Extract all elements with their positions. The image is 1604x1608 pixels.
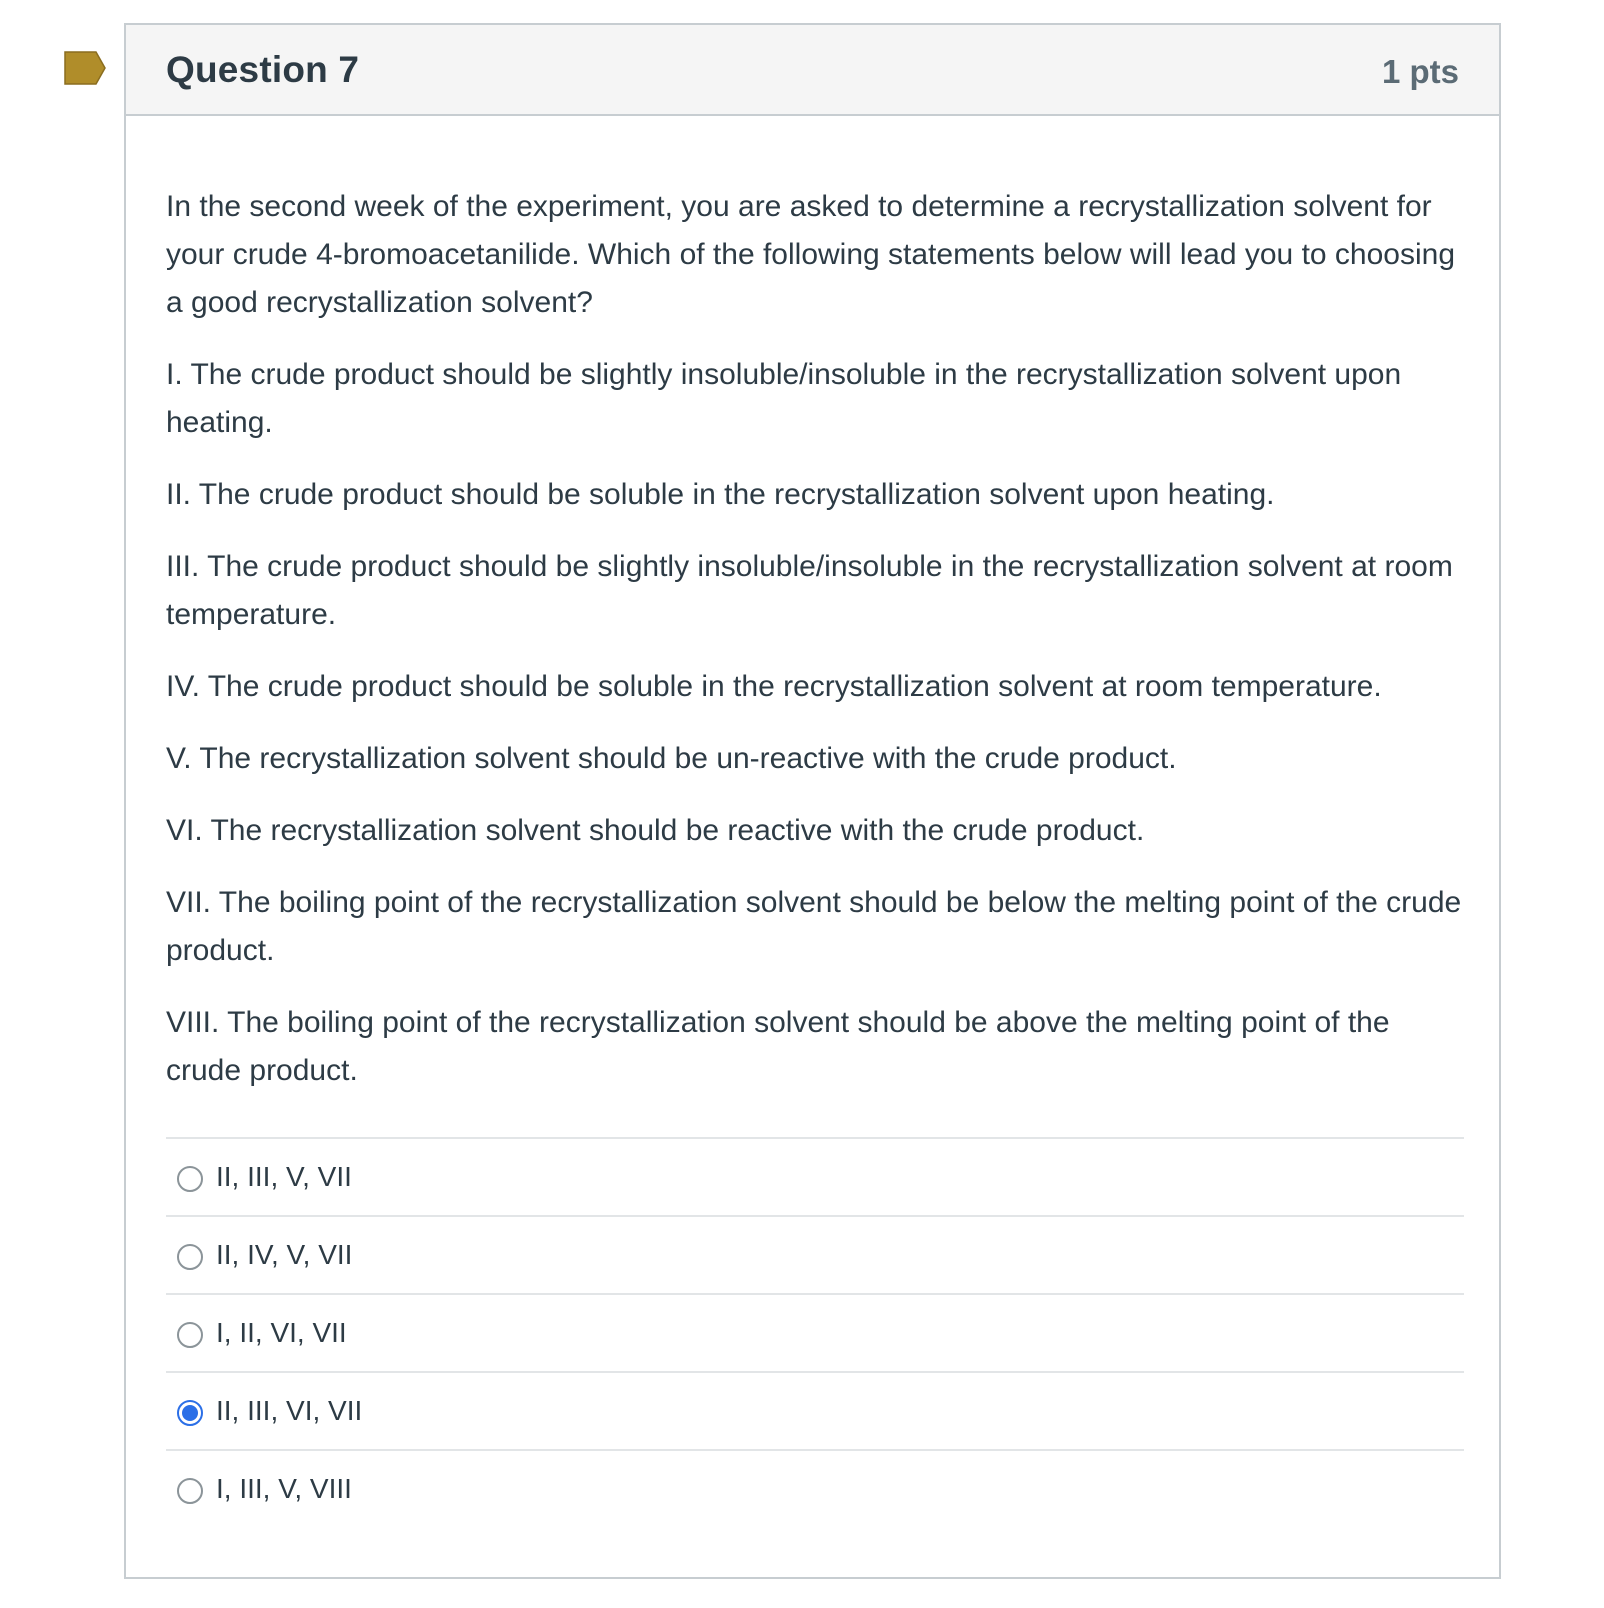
answer-label[interactable]: I, II, VI, VII [216, 1317, 347, 1348]
statement-2: II. The crude product should be soluble in the recrystallization solvent upon heating. [166, 478, 1275, 511]
answer-option[interactable] [166, 1215, 1464, 1293]
answer-label[interactable]: I, III, V, VIII [216, 1473, 352, 1504]
radio-button[interactable] [177, 1244, 203, 1270]
question-title: Question 7 [166, 49, 360, 90]
radio-button[interactable] [177, 1166, 203, 1192]
radio-button[interactable] [177, 1478, 203, 1504]
answer-label[interactable]: II, IV, V, VII [216, 1239, 353, 1270]
question-header [126, 25, 1499, 116]
statement-5: V. The recrystallization solvent should be un-reactive with the crude product. [166, 742, 1177, 775]
answer-option[interactable] [166, 1449, 1464, 1527]
answer-label[interactable]: II, III, V, VII [216, 1161, 352, 1192]
question-text [166, 183, 1466, 1119]
answer-option-selected[interactable] [166, 1371, 1464, 1449]
flag-question-icon[interactable] [64, 51, 106, 85]
question-prompt: In the second week of the experiment, you are asked to determine a recrystallization solvent for your crude 4-bromoacetanilide. Which of the following statements below will lead you to choosing a good recrystallization solvent? [166, 190, 1456, 319]
statement-7: VII. The boiling point of the recrystallization solvent should be below the melting point of the crude product. [166, 886, 1462, 967]
answer-option[interactable] [166, 1293, 1464, 1371]
radio-button[interactable] [177, 1322, 203, 1348]
question-card [124, 23, 1501, 1579]
radio-button-selected[interactable] [177, 1400, 203, 1426]
statement-8: VIII. The boiling point of the recrystallization solvent should be above the melting point of the crude product. [166, 1006, 1390, 1087]
question-points: 1 pts [1381, 53, 1459, 90]
statement-4: IV. The crude product should be soluble in the recrystallization solvent at room temperature. [166, 670, 1382, 703]
answer-label[interactable]: II, III, VI, VII [216, 1395, 363, 1426]
statement-3: III. The crude product should be slightly insoluble/insoluble in the recrystallization solvent at room temperature. [166, 550, 1453, 631]
answer-list [166, 1137, 1464, 1527]
answer-option[interactable] [166, 1137, 1464, 1215]
statement-1: I. The crude product should be slightly insoluble/insoluble in the recrystallization solvent upon heating. [166, 358, 1402, 439]
statement-6: VI. The recrystallization solvent should be reactive with the crude product. [166, 814, 1145, 847]
